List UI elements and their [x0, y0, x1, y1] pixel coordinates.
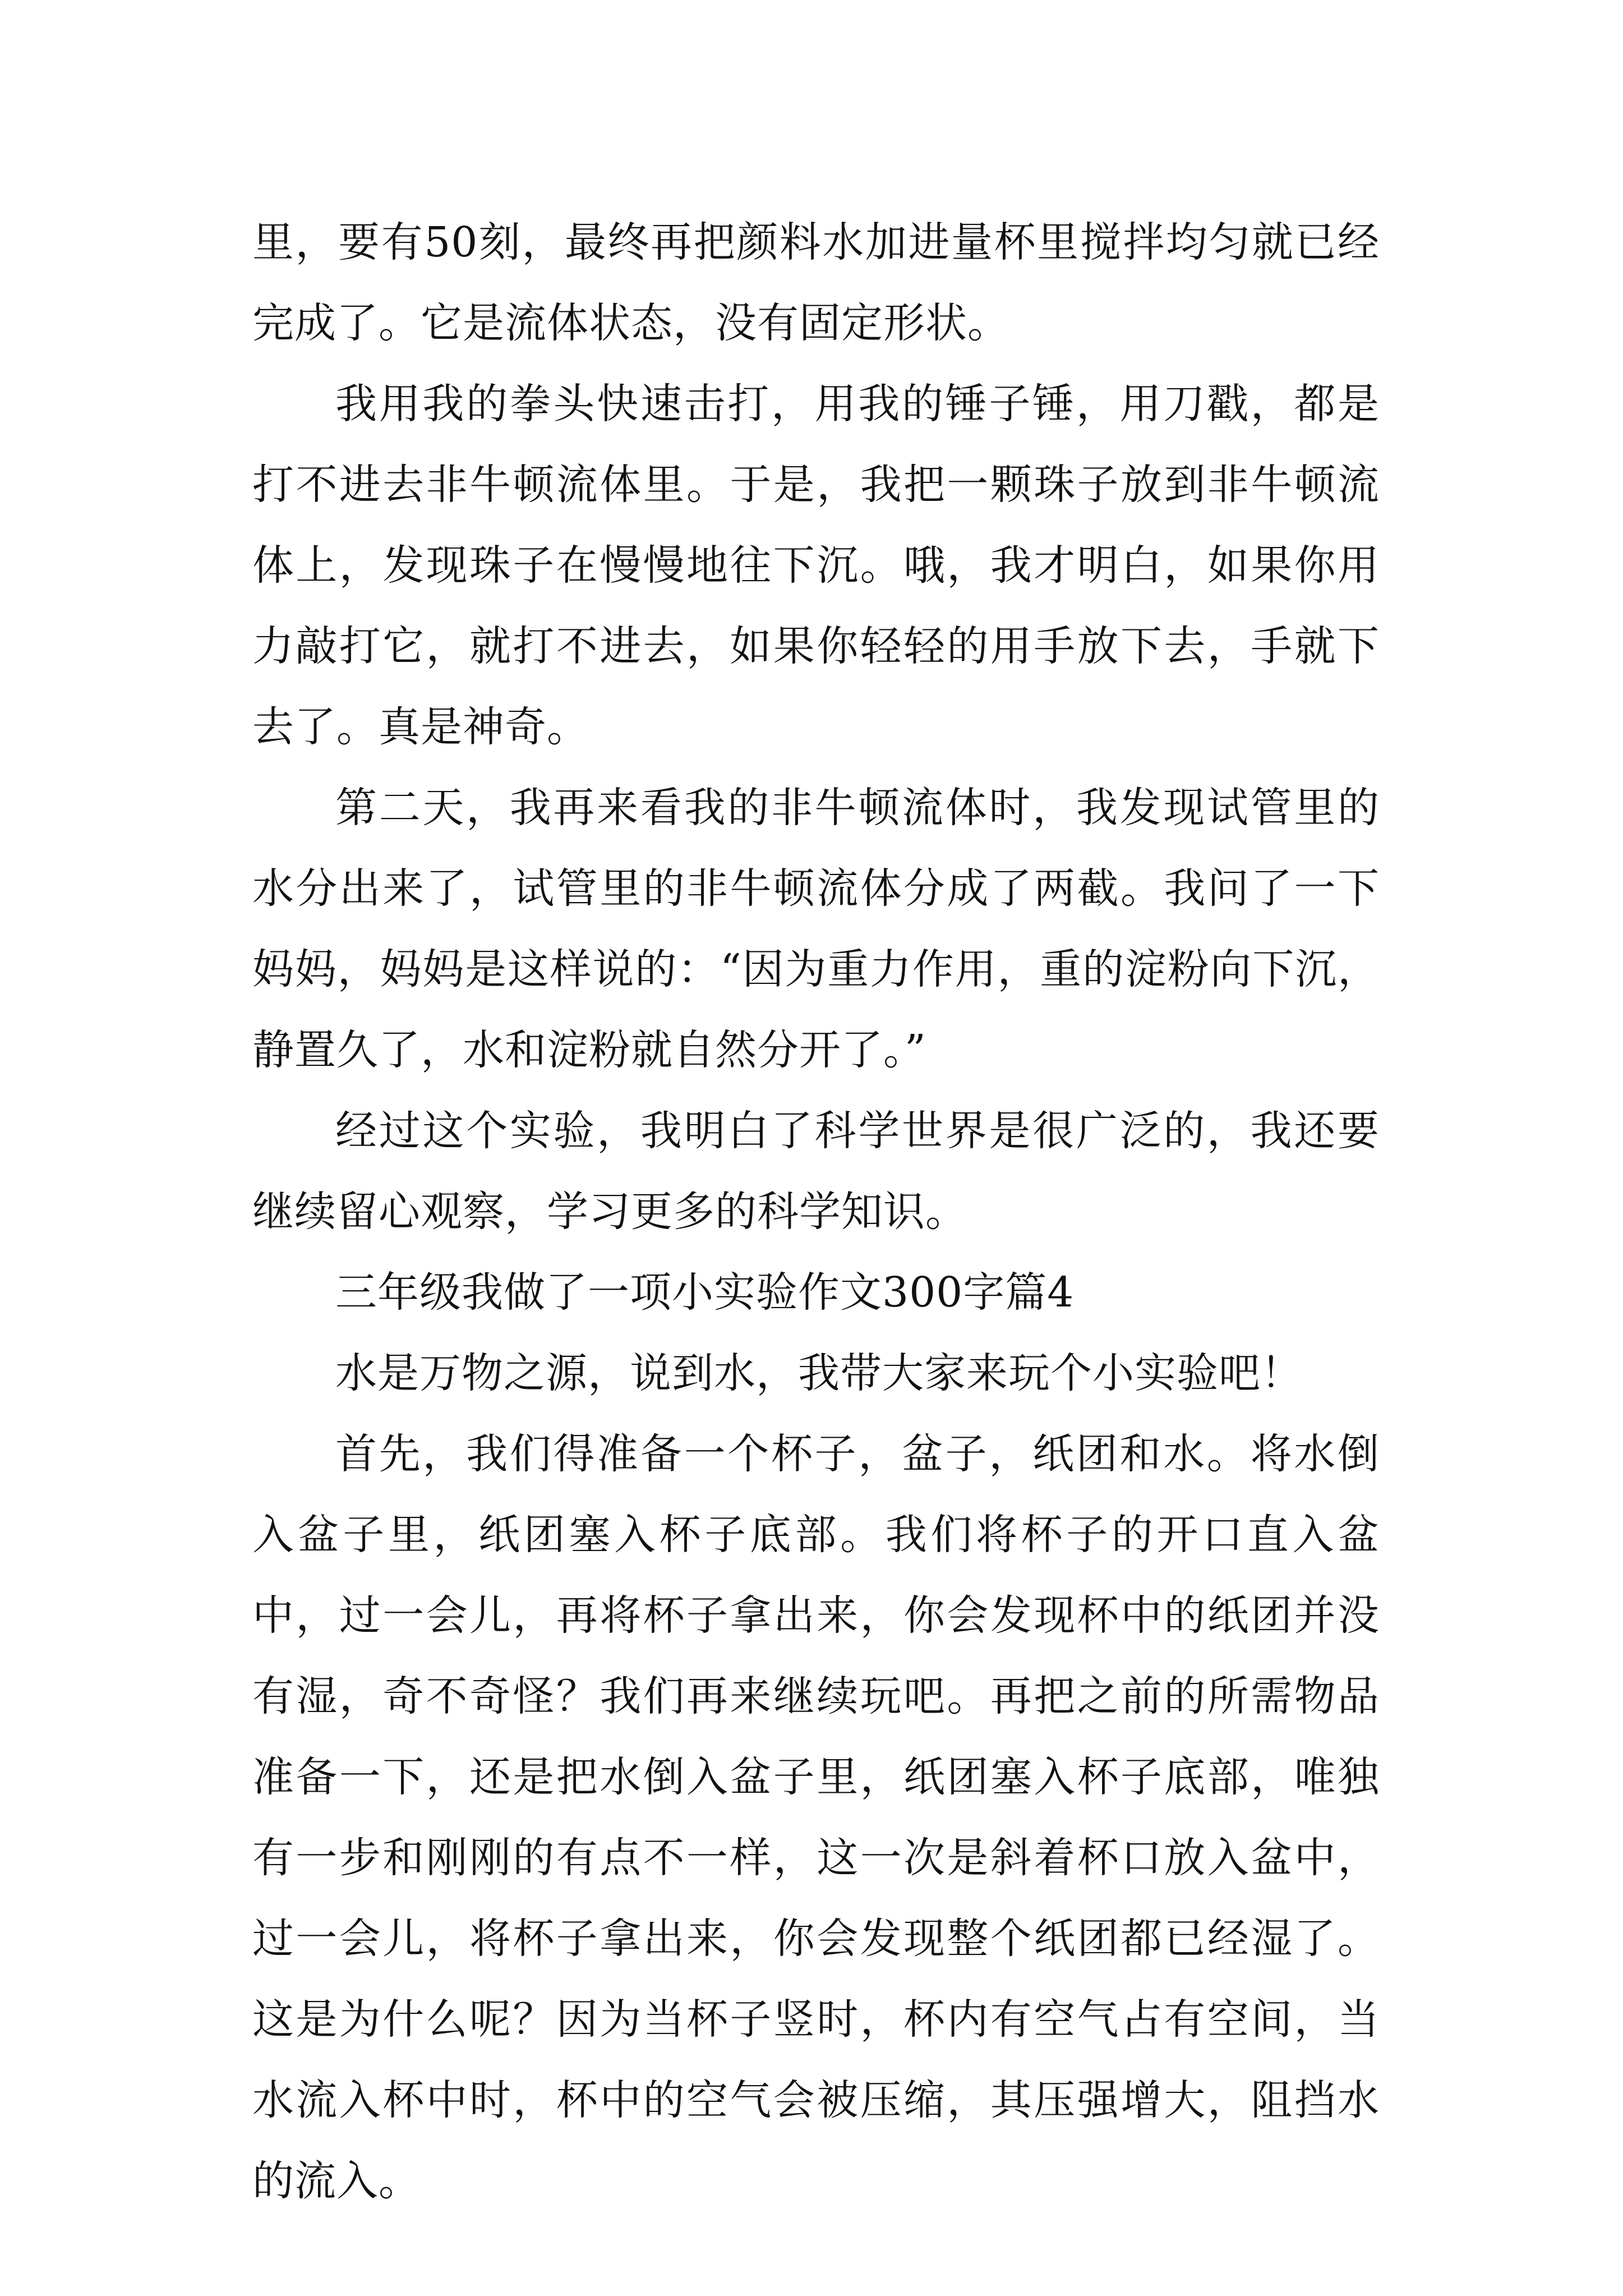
paragraph-1: 里，要有50刻，最终再把颜料水加进量杯里搅拌均匀就已经完成了。它是流体状态，没有固定形状。 — [252, 218, 1380, 347]
paragraph-6: 水是万物之源，说到水，我带大家来玩个小实验吧！ — [335, 1349, 1303, 1397]
document-body — [252, 202, 1380, 2221]
paragraph-3: 第二天，我再来看我的非牛顿流体时，我发现试管里的水分出来了，试管里的非牛顿流体分成了两截。我问了一下妈妈，妈妈是这样说的：“因为重力作用，重的淀粉向下沉，静置久了，水和淀粉就自然分开了。” — [252, 784, 1380, 1074]
section-heading: 三年级我做了一项小实验作文300字篇4 — [335, 1268, 1075, 1317]
paragraph-4: 经过这个实验，我明白了科学世界是很广泛的，我还要继续留心观察，学习更多的科学知识。 — [252, 1107, 1380, 1236]
paragraph-7: 首先，我们得准备一个杯子，盆子，纸团和水。将水倒入盆子里，纸团塞入杯子底部。我们将杯子的开口直入盆中，过一会儿，再将杯子拿出来，你会发现杯中的纸团并没有湿，奇不奇怪？我们再来继续玩吧。再把之前的所需物品准备一下，还是把水倒入盆子里，纸团塞入杯子底部，唯独有一步和刚刚的有点不一样，这一次是斜着杯口放入盆中，过一会儿，将杯子拿出来，你会发现整个纸团都已经湿了。这是为什么呢？因为当杯子竖时，杯内有空气占有空间，当水流入杯中时，杯中的空气会被压缩，其压强增大，阻挡水的流入。 — [252, 1430, 1380, 2205]
paragraph-2: 我用我的拳头快速击打，用我的锤子锤，用刀戳，都是打不进去非牛顿流体里。于是，我把一颗珠子放到非牛顿流体上，发现珠子在慢慢地往下沉。哦，我才明白，如果你用力敲打它，就打不进去，如果你轻轻的用手放下去，手就下去了。真是神奇。 — [252, 380, 1380, 751]
